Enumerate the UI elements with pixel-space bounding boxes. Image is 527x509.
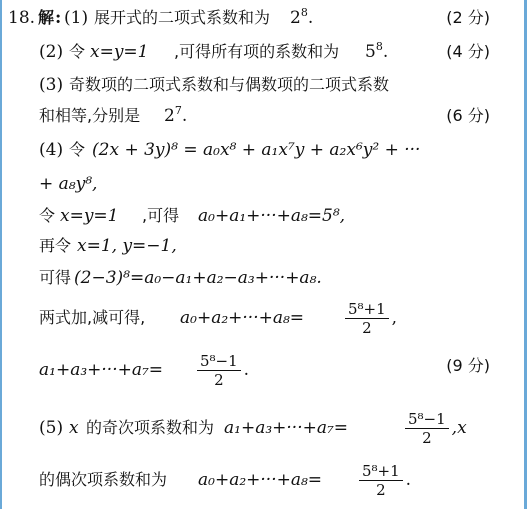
part4-score: (9 分) — [446, 356, 490, 375]
part4-line6: 两式加,减可得, a₀+a₂+···+a₈= $\frac{\text{5⁸+1}}{2}$ , — [39, 300, 398, 337]
part4-line7 — [2, 350, 524, 390]
part2-equation: x=y=1 — [90, 42, 149, 62]
part2-text: ,可得所有项的系数和为 — [174, 42, 340, 61]
part3-power: $2^7$. — [164, 104, 188, 126]
odd-sum-fraction: $\frac{\text{5⁸−1}}{2}$ . — [194, 350, 249, 390]
part5-even-fraction: $\frac{\text{5⁸+1}}{2}$ . — [356, 460, 411, 500]
question-number: 18. — [8, 8, 36, 28]
part5-text-odd: 的奇次项系数和为 — [86, 418, 215, 437]
answer-page: 18. 解 : (1) 展开式的二项式系数和为 $2^8$. (2 分) (2) 令 x=y=1 ,可得所有项的系数和为 $5^8$. (4 分) (3) 奇数项的二项式系数和与偶数项的二项式系数 和相等,分别是 $2^7$. (6 分) (4) 令 (2x + 3y)⁸ = a₀x⁸ + a₁x⁷y + a₂x⁶y² + ··· + a₈y⁸, 令 x=y=1 ,可得 a₀+a₁+···+a₈=5⁸, 再令 x=1, y=−1, 可得 (2−3)⁸=a₀−a₁+a₂−a₃+···+a₈. 两式加,减可得, a₀+a₂+···+a₈= $\frac{\text{5⁸+1}}{2}$ , a₁+a₃+···+a₇= $\frac{\text{5⁸−1}}{2}$ . (9 分) (5) x 的奇次项系数和为 a₁+a₃+···+a₇= $\frac{\text{5⁸−1}}{2}$ ,x 的偶次项系数和为 a₀+a₂+···+a₈= $\frac{\text{5⁸+1}}{2}$ . — [0, 0, 527, 509]
solution-label: 解 — [38, 8, 55, 27]
part4-expansion-tail: + a₈y⁸, — [39, 174, 98, 194]
part1-score: (2 分) — [446, 8, 490, 27]
part2-label: (2) — [39, 42, 64, 62]
part1-text: 展开式的二项式系数和为 — [94, 8, 271, 27]
part2-score: (4 分) — [446, 42, 490, 61]
part5-line2: 的偶次项系数和为 a₀+a₂+···+a₈= $\frac{\text{5⁸+1}}{2}$ . — [39, 462, 412, 499]
even-sum-fraction: $\frac{\text{5⁸+1}}{2}$ , — [342, 298, 397, 338]
part5-odd-fraction: $\frac{\text{5⁸−1}}{2}$ ,x — [402, 408, 467, 448]
part5-text-even: 的偶次项系数和为 — [39, 470, 168, 489]
odd-sum-lhs: a₁+a₃+···+a₇= — [39, 360, 164, 380]
even-sum-lhs: a₀+a₂+···+a₈= — [180, 308, 305, 328]
part5-line1: (5) x 的奇次项系数和为 a₁+a₃+···+a₇= $\frac{\text{5⁸−1}}{2}$ ,x — [39, 410, 467, 447]
part4-expansion: (2x + 3y)⁸ = a₀x⁸ + a₁x⁷y + a₂x⁶y² + ··· — [92, 140, 421, 160]
part3-score: (6 分) — [446, 106, 490, 125]
alt-sum-equation: (2−3)⁸=a₀−a₁+a₂−a₃+···+a₈. — [74, 268, 322, 288]
sum-all-equation: a₀+a₁+···+a₈=5⁸, — [198, 206, 346, 226]
part3-text: 奇数项的二项式系数和与偶数项的二项式系数 — [69, 75, 390, 94]
part4-label: (4) — [39, 140, 64, 160]
part2-power: $5^8$. — [365, 40, 389, 62]
part1-label: (1) — [64, 8, 89, 28]
part3-label: (3) — [39, 75, 64, 95]
part1-power: $2^8$. — [290, 6, 314, 28]
part5-label: (5) — [39, 418, 64, 438]
